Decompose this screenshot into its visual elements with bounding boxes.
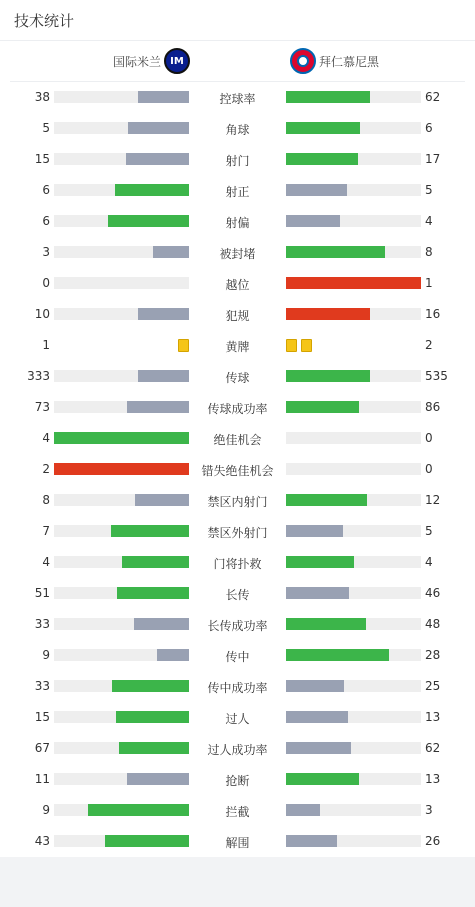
- away-bar-fill: [286, 804, 320, 816]
- home-bar-fill: [88, 804, 189, 816]
- home-value: 3: [42, 245, 50, 259]
- stat-row: [0, 361, 475, 392]
- away-bar-fill: [286, 742, 351, 754]
- stat-label: 过人: [225, 712, 250, 726]
- away-value: 2: [425, 338, 433, 352]
- stat-label: 错失绝佳机会: [201, 464, 274, 478]
- home-bar-track: [54, 91, 189, 103]
- home-bar-track: [54, 122, 189, 134]
- away-bar-track: [286, 122, 421, 134]
- home-value: 73: [34, 400, 50, 414]
- home-bar-fill: [105, 835, 189, 847]
- away-value: 26: [425, 834, 441, 848]
- away-bar-track: [286, 804, 421, 816]
- title-divider: [0, 40, 475, 41]
- stat-label: 控球率: [219, 92, 256, 106]
- home-bar-track: [54, 153, 189, 165]
- home-value: 1: [42, 338, 50, 352]
- away-value: 46: [425, 586, 441, 600]
- home-bar-track: [54, 432, 189, 444]
- home-value: 9: [42, 803, 50, 817]
- stat-row: [0, 764, 475, 795]
- home-bar-fill: [138, 308, 189, 320]
- stat-label: 拦截: [225, 805, 250, 819]
- stat-label: 传球: [225, 371, 250, 385]
- home-bar-fill: [112, 680, 189, 692]
- yellow-card-icon: [286, 339, 297, 352]
- stat-label: 禁区外射门: [207, 526, 268, 540]
- away-bar-track: [286, 308, 421, 320]
- home-bar-fill: [108, 215, 189, 227]
- away-bar-fill: [286, 215, 340, 227]
- home-value: 51: [34, 586, 50, 600]
- away-bar-fill: [286, 835, 337, 847]
- stat-label: 犯规: [225, 309, 250, 323]
- away-value: 5: [425, 524, 433, 538]
- stat-label: 射偏: [225, 216, 250, 230]
- home-value: 33: [34, 679, 50, 693]
- away-bar-fill: [286, 680, 344, 692]
- home-value: 0: [42, 276, 50, 290]
- stat-label: 绝佳机会: [213, 433, 262, 447]
- away-value: 25: [425, 679, 441, 693]
- stat-row: [0, 82, 475, 113]
- home-bar-track: [54, 463, 189, 475]
- away-bar-fill: [286, 401, 359, 413]
- home-yellow-cards: [178, 339, 189, 352]
- away-value: 535: [425, 369, 448, 383]
- away-value: 0: [425, 431, 433, 445]
- stat-row: [0, 795, 475, 826]
- stat-row: [0, 733, 475, 764]
- away-bar-track: [286, 711, 421, 723]
- home-bar-fill: [117, 587, 189, 599]
- away-value: 3: [425, 803, 433, 817]
- away-bar-track: [286, 618, 421, 630]
- away-bar-fill: [286, 494, 367, 506]
- stat-row: [0, 268, 475, 299]
- stat-label: 禁区内射门: [207, 495, 268, 509]
- stat-label: 传球成功率: [207, 402, 268, 416]
- away-value: 13: [425, 772, 441, 786]
- away-bar-track: [286, 184, 421, 196]
- away-bar-track: [286, 556, 421, 568]
- yellow-card-icon: [178, 339, 189, 352]
- away-bar-track: [286, 277, 421, 289]
- home-bar-track: [54, 525, 189, 537]
- away-bar-fill: [286, 711, 348, 723]
- away-value: 6: [425, 121, 433, 135]
- home-bar-track: [54, 246, 189, 258]
- home-bar-fill: [135, 494, 189, 506]
- home-value: 7: [42, 524, 50, 538]
- away-value: 16: [425, 307, 441, 321]
- stat-row: [0, 144, 475, 175]
- home-bar-fill: [111, 525, 189, 537]
- away-value: 62: [425, 741, 441, 755]
- away-bar-fill: [286, 773, 359, 785]
- home-value: 333: [27, 369, 50, 383]
- home-team[interactable]: [110, 48, 190, 74]
- home-bar-track: [54, 370, 189, 382]
- home-bar-fill: [134, 618, 189, 630]
- stat-row: [0, 206, 475, 237]
- away-bar-fill: [286, 525, 343, 537]
- home-bar-fill: [54, 463, 189, 475]
- away-value: 4: [425, 555, 433, 569]
- home-bar-fill: [116, 711, 189, 723]
- home-bar-track: [54, 618, 189, 630]
- stat-row: [0, 175, 475, 206]
- away-bar-fill: [286, 556, 354, 568]
- stat-row: [0, 454, 475, 485]
- home-value: 2: [42, 462, 50, 476]
- home-value: 8: [42, 493, 50, 507]
- away-bar-track: [286, 153, 421, 165]
- away-value: 28: [425, 648, 441, 662]
- stat-label: 长传: [225, 588, 250, 602]
- away-bar-fill: [286, 587, 349, 599]
- inter-logo-icon: IM: [164, 48, 190, 74]
- home-bar-fill: [127, 401, 189, 413]
- stat-row: [0, 702, 475, 733]
- stat-row: [0, 392, 475, 423]
- home-bar-fill: [157, 649, 189, 661]
- stat-row: [0, 578, 475, 609]
- away-bar-fill: [286, 122, 360, 134]
- home-value: 11: [34, 772, 50, 786]
- stat-row: [0, 609, 475, 640]
- home-bar-track: [54, 308, 189, 320]
- stat-label: 角球: [225, 123, 250, 137]
- stat-row: [0, 547, 475, 578]
- away-value: 12: [425, 493, 441, 507]
- home-bar-track: [54, 711, 189, 723]
- away-bar-track: [286, 432, 421, 444]
- stat-label: 射正: [225, 185, 250, 199]
- stat-label: 黄牌: [225, 340, 250, 354]
- away-value: 17: [425, 152, 441, 166]
- home-bar-fill: [126, 153, 189, 165]
- away-bar-track: [286, 91, 421, 103]
- away-bar-fill: [286, 618, 366, 630]
- home-bar-fill: [115, 184, 189, 196]
- home-bar-track: [54, 556, 189, 568]
- away-value: 86: [425, 400, 441, 414]
- home-bar-track: [54, 742, 189, 754]
- stat-row: [0, 826, 475, 857]
- home-value: 33: [34, 617, 50, 631]
- away-value: 0: [425, 462, 433, 476]
- home-bar-fill: [122, 556, 190, 568]
- stat-row: [0, 671, 475, 702]
- away-bar-track: [286, 215, 421, 227]
- away-bar-track: [286, 370, 421, 382]
- away-bar-track: [286, 649, 421, 661]
- stat-row: [0, 113, 475, 144]
- away-bar-track: [286, 680, 421, 692]
- away-value: 62: [425, 90, 441, 104]
- stat-label: 越位: [225, 278, 250, 292]
- home-bar-track: [54, 494, 189, 506]
- away-bar-track: [286, 742, 421, 754]
- home-value: 5: [42, 121, 50, 135]
- home-bar-track: [54, 587, 189, 599]
- stat-label: 传中: [225, 650, 250, 664]
- away-bar-track: [286, 463, 421, 475]
- stat-label: 传中成功率: [207, 681, 268, 695]
- away-team[interactable]: [290, 48, 382, 74]
- stat-label: 被封堵: [219, 247, 256, 261]
- away-value: 4: [425, 214, 433, 228]
- away-bar-fill: [286, 277, 421, 289]
- away-bar-track: [286, 525, 421, 537]
- away-bar-track: [286, 773, 421, 785]
- home-bar-track: [54, 773, 189, 785]
- away-bar-fill: [286, 153, 358, 165]
- away-bar-fill: [286, 91, 370, 103]
- away-value: 5: [425, 183, 433, 197]
- away-yellow-cards: [286, 339, 312, 352]
- home-value: 9: [42, 648, 50, 662]
- home-bar-track: [54, 215, 189, 227]
- stat-row: [0, 423, 475, 454]
- home-value: 43: [34, 834, 50, 848]
- away-bar-track: [286, 401, 421, 413]
- home-bar-track: [54, 680, 189, 692]
- away-value: 1: [425, 276, 433, 290]
- stat-row: [0, 485, 475, 516]
- home-bar-track: [54, 835, 189, 847]
- stat-label: 过人成功率: [207, 743, 268, 757]
- away-bar-track: [286, 246, 421, 258]
- home-team-name: 国际米兰: [112, 54, 161, 69]
- away-bar-track: [286, 587, 421, 599]
- away-bar-fill: [286, 246, 385, 258]
- stat-label: 射门: [225, 154, 250, 168]
- away-bar-track: [286, 835, 421, 847]
- home-bar-track: [54, 804, 189, 816]
- stat-row: [0, 237, 475, 268]
- away-bar-fill: [286, 184, 347, 196]
- home-bar-fill: [138, 370, 189, 382]
- home-bar-fill: [153, 246, 189, 258]
- away-value: 48: [425, 617, 441, 631]
- bayern-logo-icon: [290, 48, 316, 74]
- page-title: 技术统计: [14, 12, 75, 30]
- home-value: 67: [34, 741, 50, 755]
- home-bar-fill: [127, 773, 189, 785]
- stat-row: [0, 640, 475, 671]
- stat-row: [0, 299, 475, 330]
- home-value: 4: [42, 555, 50, 569]
- home-value: 15: [34, 152, 50, 166]
- away-bar-fill: [286, 308, 370, 320]
- stat-label: 长传成功率: [207, 619, 268, 633]
- home-value: 10: [34, 307, 50, 321]
- yellow-card-icon: [301, 339, 312, 352]
- away-team-name: 拜仁慕尼黑: [319, 54, 380, 69]
- home-value: 6: [42, 214, 50, 228]
- away-bar-track: [286, 494, 421, 506]
- home-value: 15: [34, 710, 50, 724]
- stat-label: 抢断: [225, 774, 250, 788]
- away-bar-fill: [286, 370, 370, 382]
- home-bar-fill: [54, 432, 189, 444]
- away-value: 13: [425, 710, 441, 724]
- home-bar-track: [54, 401, 189, 413]
- stat-label: 门将扑救: [213, 557, 262, 571]
- home-value: 6: [42, 183, 50, 197]
- stat-row: [0, 516, 475, 547]
- home-bar-track: [54, 649, 189, 661]
- stat-row: [0, 330, 475, 361]
- home-bar-track: [54, 184, 189, 196]
- home-bar-fill: [138, 91, 189, 103]
- stat-label: 解围: [225, 836, 250, 850]
- home-bar-fill: [119, 742, 189, 754]
- home-value: 38: [34, 90, 50, 104]
- home-bar-track: [54, 277, 189, 289]
- away-value: 8: [425, 245, 433, 259]
- away-bar-fill: [286, 649, 389, 661]
- home-bar-fill: [128, 122, 189, 134]
- home-value: 4: [42, 431, 50, 445]
